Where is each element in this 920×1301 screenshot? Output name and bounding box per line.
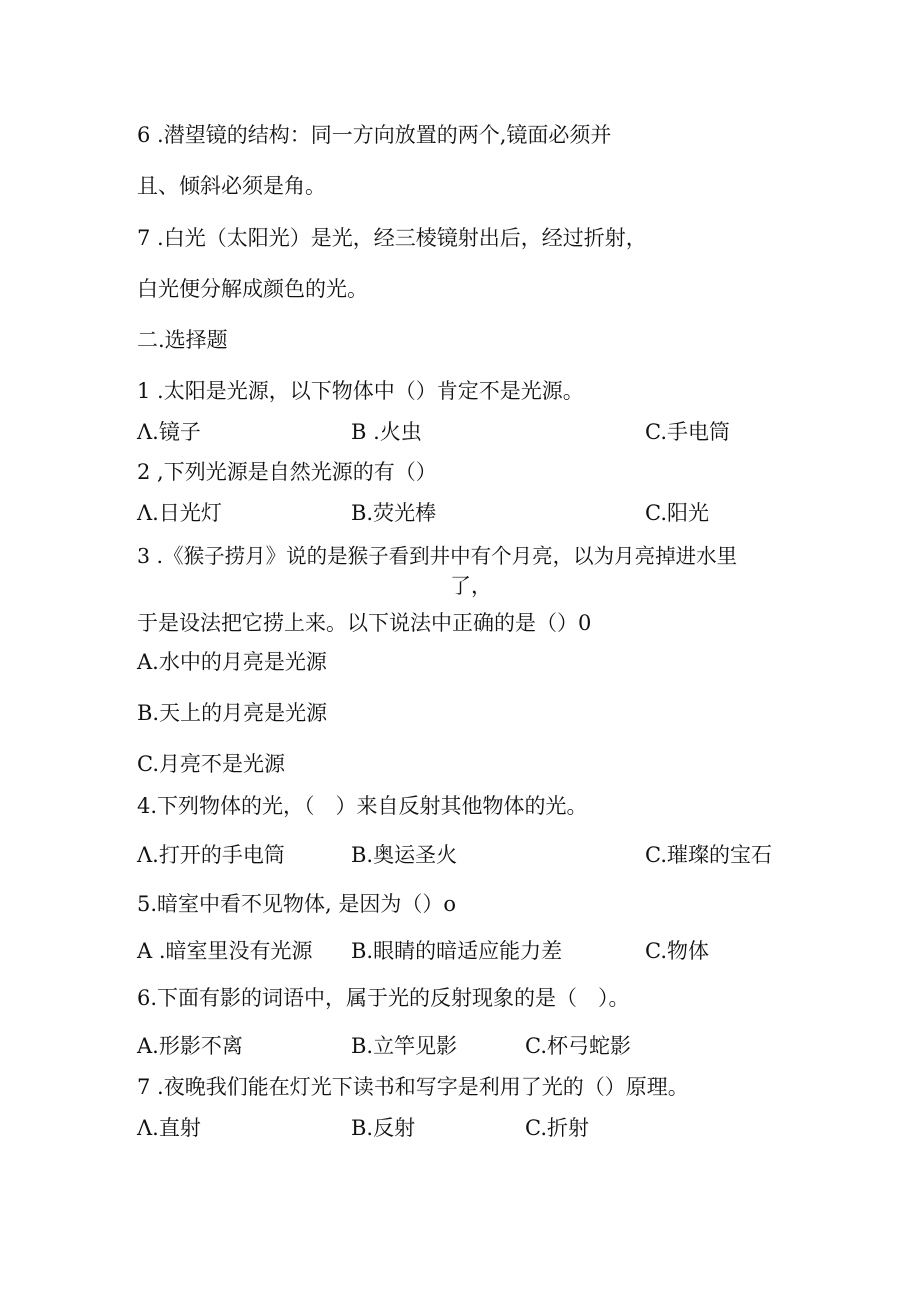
option-c: C.物体: [645, 939, 709, 963]
option-a: A .暗室里没有光源: [137, 939, 313, 963]
option-b: B.反射: [351, 1116, 416, 1140]
option-c: C.阳光: [645, 501, 709, 525]
section-title: 二.选择题: [137, 328, 228, 352]
option-b: B.荧光棒: [351, 501, 437, 525]
option-c: C.手电筒: [645, 420, 730, 444]
question-text: 7 .夜晚我们能在灯光下读书和写字是利用了光的（）原理。: [137, 1075, 689, 1099]
question-text-line2: 了，: [450, 574, 492, 598]
question-text: 4.下列物体的光，（ ）来自反射其他物体的光。: [137, 794, 588, 818]
fill-in-q7-line1: 7 .白光（太阳光）是光，经三棱镜射出后，经过折射，: [137, 226, 647, 250]
option-a: Λ.镜子: [137, 420, 201, 444]
question-text-line1: 3 .《猴子捞月》说的是猴子看到井中有个月亮，以为月亮掉进水里: [137, 544, 738, 568]
fill-in-q7-line2: 白光便分解成颜色的光。: [137, 277, 368, 301]
question-text: 2 ,下列光源是自然光源的有（）: [137, 460, 437, 484]
option-a: A.水中的月亮是光源: [137, 650, 327, 674]
fill-in-q6-line1: 6 .潜望镜的结构：同一方向放置的两个,镜面必须并: [137, 123, 612, 147]
option-c: C.月亮不是光源: [137, 752, 285, 776]
option-b: B.奥运圣火: [351, 843, 458, 867]
option-c: C.折射: [525, 1116, 589, 1140]
option-b: B.眼睛的暗适应能力差: [351, 939, 563, 963]
option-a: Λ.打开的手电筒: [137, 843, 285, 867]
option-a: A.形影不离: [137, 1034, 243, 1058]
question-text: 5.暗室中看不见物体, 是因为（）o: [137, 892, 457, 916]
option-b: B .火虫: [351, 420, 422, 444]
option-b: B.立竿见影: [351, 1034, 458, 1058]
option-b: B.天上的月亮是光源: [137, 701, 328, 725]
option-a: Λ.日光灯: [137, 501, 222, 525]
option-a: Λ.直射: [137, 1116, 201, 1140]
question-text: 6.下面有影的词语中，属于光的反射现象的是（ ）。: [137, 986, 630, 1010]
option-c: C.杯弓蛇影: [525, 1034, 631, 1058]
fill-in-q6-line2: 且、倾斜必须是角。: [137, 174, 326, 198]
option-c: C.璀璨的宝石: [645, 843, 772, 867]
question-text: 1 .太阳是光源，以下物体中（）肯定不是光源。: [137, 379, 584, 403]
question-text-line3: 于是设法把它捞上来。以下说法中正确的是（）0: [137, 611, 592, 635]
